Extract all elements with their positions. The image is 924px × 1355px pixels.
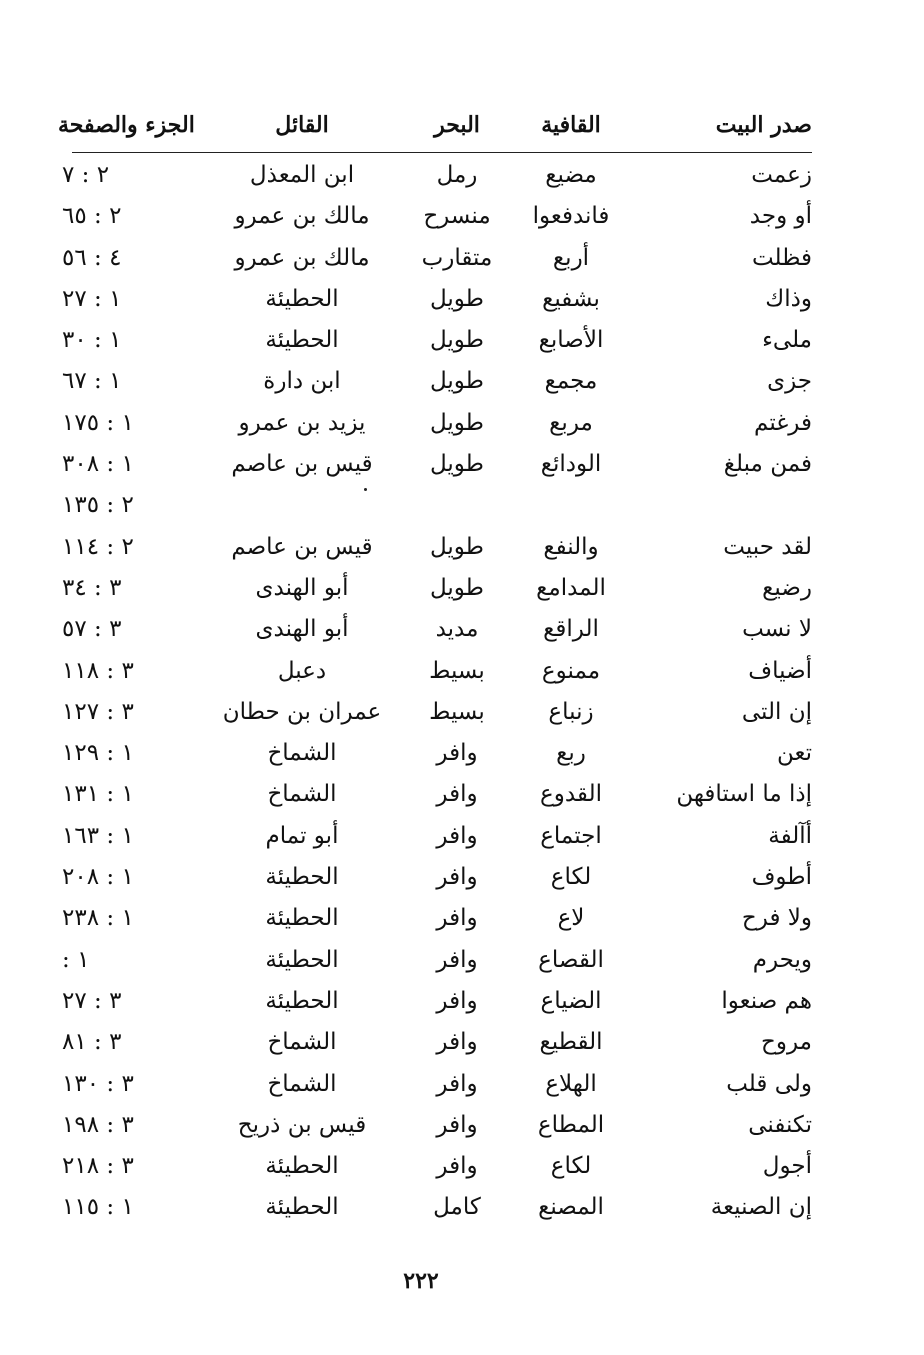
cell-volume-page: ١ : ٢٣٨: [62, 905, 134, 932]
cell-verse: أو وجد: [749, 203, 812, 230]
table-row: [62, 1067, 812, 1108]
cell-volume-page: ١ : ١١٥: [62, 1194, 134, 1221]
cell-poet: الحطيئة: [265, 987, 339, 1014]
cell-volume-page: ١ : ٢٠٨: [62, 864, 134, 891]
cell-verse: هم صنعوا: [721, 987, 812, 1014]
table-row: [62, 1149, 812, 1190]
cell-verse: أجول: [762, 1153, 812, 1180]
cell-meter: وافر: [436, 822, 478, 849]
cell-poet: الشماخ: [267, 1070, 337, 1097]
cell-verse: ولى قلب: [726, 1070, 812, 1097]
cell-rhyme: والنفع: [543, 533, 599, 560]
cell-poet: قيس بن ذريح: [237, 1111, 367, 1138]
table-row: [62, 241, 812, 282]
cell-verse: رضيع: [762, 574, 812, 601]
cell-meter: وافر: [436, 1111, 478, 1138]
cell-meter: وافر: [436, 1029, 478, 1056]
table-row: [62, 736, 812, 777]
table-row: [62, 984, 812, 1025]
cell-poet: أبو تمام: [265, 822, 339, 849]
cell-poet: الشماخ: [267, 1029, 337, 1056]
table-row: [62, 860, 812, 901]
cell-meter: بسيط: [429, 698, 485, 725]
cell-rhyme: مضيع: [545, 162, 597, 188]
cell-volume-page: ٣ : ١٩٨: [62, 1111, 134, 1138]
cell-verse: تعن: [776, 740, 812, 767]
cell-verse: فمن مبلغ: [723, 451, 812, 478]
cell-meter: رمل: [436, 162, 478, 188]
cell-poet: الحطيئة: [265, 327, 339, 354]
cell-meter: كامل: [433, 1194, 481, 1221]
cell-rhyme: الضياع: [540, 987, 602, 1014]
cell-poet: دعبل: [277, 657, 327, 684]
header-verse: صدر البيت: [715, 112, 812, 138]
cell-rhyme: ربع: [556, 740, 586, 767]
cell-rhyme: بشفيع: [542, 285, 600, 312]
cell-verse: فرغتم: [754, 409, 812, 436]
cell-rhyme: فاندفعوا: [532, 203, 610, 230]
cell-meter: وافر: [436, 946, 478, 973]
cell-poet: ابن المعذل: [249, 162, 355, 188]
cell-verse: وذاك: [765, 285, 812, 312]
table-row: [62, 777, 812, 818]
cell-verse: لا نسب: [742, 616, 812, 643]
cell-verse: ولا فرح: [741, 905, 812, 932]
cell-volume-page: ١ : ٦٧: [62, 368, 122, 395]
cell-rhyme: لكاع: [550, 864, 592, 891]
cell-poet: الحطيئة: [265, 946, 339, 973]
cell-poet: الحطيئة: [265, 285, 339, 312]
cell-volume-page: ٣ : ٥٧: [62, 616, 122, 643]
cell-volume-page: ٣ : ٢١٨: [62, 1153, 134, 1180]
header-meter: البحر: [434, 112, 480, 138]
cell-volume-page: ٢ : ٧: [62, 162, 110, 188]
table-row: [62, 282, 812, 323]
cell-rhyme: لكاع: [550, 1153, 592, 1180]
table-row: [62, 323, 812, 364]
cell-poet: الحطيئة: [265, 1153, 339, 1180]
cell-volume-page: ١ : ٢٧: [62, 285, 122, 312]
cell-poet: الحطيئة: [265, 1194, 339, 1221]
cell-poet: عمران بن حطان: [222, 698, 382, 725]
cell-rhyme: أربع: [552, 244, 590, 271]
cell-volume-page: ١ : ١٣١: [62, 781, 134, 808]
cell-poet: الحطيئة: [265, 905, 339, 932]
cell-rhyme: لاع: [557, 905, 585, 932]
cell-rhyme: الودائع: [540, 451, 602, 478]
table-header: [58, 112, 812, 150]
cell-verse: لقد حبيت: [723, 533, 812, 560]
cell-poet: الشماخ: [267, 781, 337, 808]
table-row: [62, 819, 812, 860]
cell-meter: منسرح: [423, 203, 491, 230]
cell-rhyme: المصنع: [538, 1194, 604, 1221]
cell-verse: جزى: [767, 368, 812, 395]
cell-meter: وافر: [436, 1153, 478, 1180]
cell-volume-page: ٢ : ١٣٥: [62, 492, 134, 519]
cell-meter: طويل: [429, 327, 484, 354]
cell-poet: قيس بن عاصم: [231, 533, 373, 560]
cell-volume-page: ١ : ١٧٥: [62, 409, 134, 436]
cell-verse: فظلت: [751, 244, 812, 271]
cell-poet: يزيد بن عمرو: [238, 409, 366, 436]
cell-rhyme: القدوع: [540, 781, 602, 808]
cell-rhyme: القطيع: [539, 1029, 603, 1056]
cell-meter: طويل: [429, 533, 484, 560]
header-volume-page: الجزء والصفحة: [58, 112, 195, 138]
cell-verse: إن التى: [741, 698, 812, 725]
table-row: [62, 1190, 812, 1231]
cell-verse: تكنفنى: [748, 1111, 812, 1138]
cell-rhyme: اجتماع: [540, 822, 602, 849]
table-body: [62, 158, 812, 1232]
table-row: [62, 901, 812, 942]
cell-meter: وافر: [436, 1070, 478, 1097]
cell-poet: مالك بن عمرو: [234, 244, 370, 271]
cell-rhyme: القصاع: [538, 946, 604, 973]
cell-volume-page: ١ :: [62, 946, 90, 973]
cell-volume-page: ٣ : ٢٧: [62, 987, 122, 1014]
cell-meter: وافر: [436, 905, 478, 932]
table-row: [62, 199, 812, 240]
cell-meter: وافر: [436, 987, 478, 1014]
cell-rhyme: المطاع: [537, 1111, 605, 1138]
cell-volume-page: ٣ : ١٢٧: [62, 698, 134, 725]
cell-meter: بسيط: [429, 657, 485, 684]
page-number: ٢٢٢: [403, 1268, 439, 1294]
cell-volume-page: ٣ : ١٣٠: [62, 1070, 134, 1097]
cell-verse: زعمت: [751, 162, 812, 188]
print-speck: [364, 488, 367, 491]
cell-volume-page: ١ : ١٢٩: [62, 740, 134, 767]
table-row: [62, 943, 812, 984]
header-poet: القائل: [275, 112, 329, 138]
table-row: [62, 1108, 812, 1149]
cell-verse: ملىء: [762, 327, 812, 354]
cell-meter: وافر: [436, 864, 478, 891]
cell-meter: طويل: [429, 574, 484, 601]
cell-meter: طويل: [429, 451, 484, 478]
table-row: [62, 364, 812, 405]
cell-meter: طويل: [429, 368, 484, 395]
cell-rhyme: الراقع: [543, 616, 599, 643]
cell-verse: إذا ما استافهن: [676, 781, 812, 808]
cell-rhyme: مربع: [549, 409, 593, 436]
cell-poet: قيس بن عاصم: [231, 451, 373, 478]
cell-meter: طويل: [429, 285, 484, 312]
table-row: [62, 158, 812, 199]
cell-volume-page: ١ : ٣٠٨: [62, 451, 134, 478]
cell-meter: مديد: [435, 616, 479, 643]
cell-volume-page: ٢ : ١١٤: [62, 533, 134, 560]
cell-meter: طويل: [429, 409, 484, 436]
table-row: [62, 488, 812, 529]
cell-verse: ويحرم: [752, 946, 812, 973]
cell-verse: مروح: [761, 1029, 812, 1056]
cell-verse: أطوف: [751, 864, 812, 891]
table-row: [62, 654, 812, 695]
cell-poet: أبو الهندى: [255, 616, 349, 643]
cell-volume-page: ٣ : ٨١: [62, 1029, 122, 1056]
table-row: [62, 1025, 812, 1066]
header-rhyme: القافية: [541, 112, 601, 138]
cell-verse: إن الصنيعة: [710, 1194, 812, 1221]
cell-rhyme: الهلاع: [545, 1070, 597, 1097]
cell-volume-page: ١ : ٣٠: [62, 327, 122, 354]
cell-poet: أبو الهندى: [255, 574, 349, 601]
cell-meter: وافر: [436, 740, 478, 767]
cell-poet: الحطيئة: [265, 864, 339, 891]
table-row: [62, 406, 812, 447]
cell-verse: أآلفة: [768, 822, 812, 849]
table-row: [62, 530, 812, 571]
cell-poet: مالك بن عمرو: [234, 203, 370, 230]
cell-poet: ابن دارة: [263, 368, 341, 395]
cell-volume-page: ٤ : ٥٦: [62, 244, 122, 271]
cell-rhyme: مجمع: [544, 368, 598, 395]
table-row: [62, 447, 812, 488]
cell-rhyme: المدامع: [536, 574, 606, 601]
table-row: [62, 571, 812, 612]
cell-verse: أضياف: [748, 657, 812, 684]
cell-meter: متقارب: [421, 244, 493, 271]
cell-volume-page: ٢ : ٦٥: [62, 203, 122, 230]
cell-rhyme: الأصابع: [538, 327, 604, 354]
cell-volume-page: ٣ : ٣٤: [62, 574, 122, 601]
cell-rhyme: زنباع: [548, 698, 594, 725]
cell-rhyme: ممنوع: [541, 657, 601, 684]
table-row: [62, 612, 812, 653]
header-divider: [72, 152, 812, 153]
cell-meter: وافر: [436, 781, 478, 808]
table-row: [62, 695, 812, 736]
cell-poet: الشماخ: [267, 740, 337, 767]
cell-volume-page: ٣ : ١١٨: [62, 657, 134, 684]
cell-volume-page: ١ : ١٦٣: [62, 822, 134, 849]
